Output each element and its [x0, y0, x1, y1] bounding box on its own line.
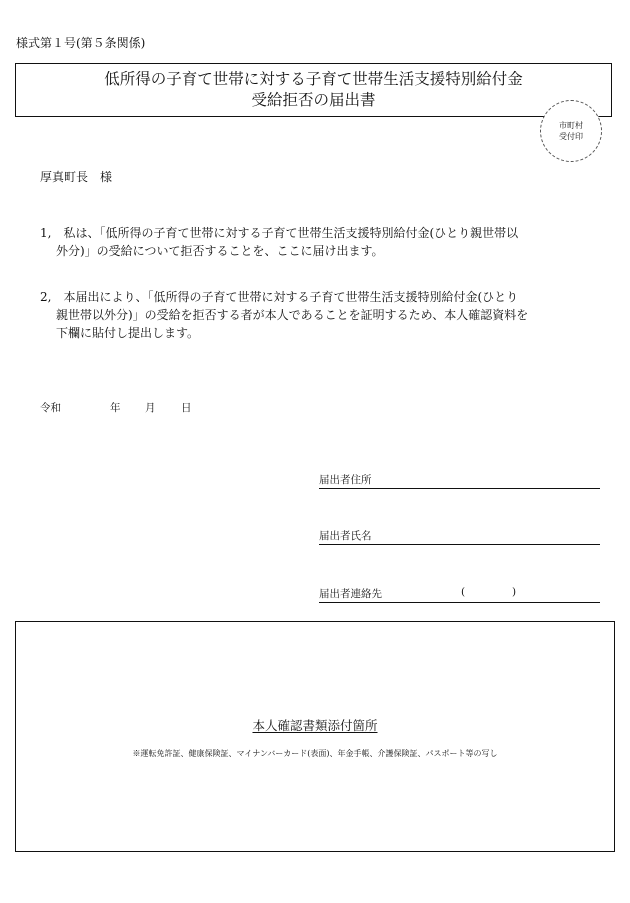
- contact-label: 届出者連絡先: [319, 588, 382, 600]
- name-label: 届出者氏名: [319, 530, 372, 542]
- addressee: 厚真町長 様: [40, 170, 113, 184]
- document-subtitle: 受給拒否の届出書: [251, 91, 376, 109]
- clause-2-number: 2,: [40, 290, 52, 304]
- reception-stamp-area: [540, 100, 602, 162]
- stamp-label-municipality: 市町村: [559, 121, 583, 130]
- clause-2-line-2: 親世帯以外分)」の受給を拒否する者が本人であることを証明するため、本人確認資料を: [56, 308, 529, 322]
- date-year-field[interactable]: 年: [110, 402, 121, 414]
- form-number: 様式第１号(第５条関係): [16, 36, 146, 50]
- attachment-note: ※運転免許証、健康保険証、マイナンバーカード(表面)、年金手帳、介護保険証、パスポート等の写し: [132, 749, 498, 758]
- attachment-title-text: 本人確認書類添付箇所: [252, 718, 378, 733]
- clause-1-text-1: 私は、「低所得の子育て世帯に対する子育て世帯生活支援特別給付金(ひとり親世帯以: [63, 226, 519, 240]
- attachment-title: [0, 716, 630, 734]
- clause-2-line-1: [40, 288, 600, 306]
- clause-2: [40, 288, 600, 342]
- contact-paren-open: (: [461, 586, 466, 598]
- clause-2-line-3: 下欄に貼付し提出します。: [56, 326, 200, 340]
- address-field[interactable]: [319, 472, 600, 489]
- clause-1-line-1: [40, 224, 600, 242]
- date-day-field[interactable]: 日: [181, 402, 192, 414]
- id-document-attachment-box[interactable]: [15, 621, 615, 852]
- document-title: 低所得の子育て世帯に対する子育て世帯生活支援特別給付金: [104, 70, 523, 88]
- clause-1: [40, 224, 600, 260]
- clause-2-text-1: 本届出により、「低所得の子育て世帯に対する子育て世帯生活支援特別給付金(ひとり: [63, 290, 519, 304]
- date-month-field[interactable]: 月: [145, 402, 156, 414]
- name-field[interactable]: [319, 528, 600, 545]
- clause-1-number: 1,: [40, 226, 52, 240]
- contact-paren-close: ): [512, 586, 517, 598]
- address-label: 届出者住所: [319, 474, 372, 486]
- contact-field[interactable]: [319, 586, 600, 603]
- clause-1-line-2: 外分)」の受給について拒否することを、ここに届け出ます。: [56, 244, 384, 258]
- date-era: 令和: [40, 402, 61, 414]
- stamp-label-reception: 受付印: [559, 132, 583, 141]
- title-box: [15, 63, 612, 117]
